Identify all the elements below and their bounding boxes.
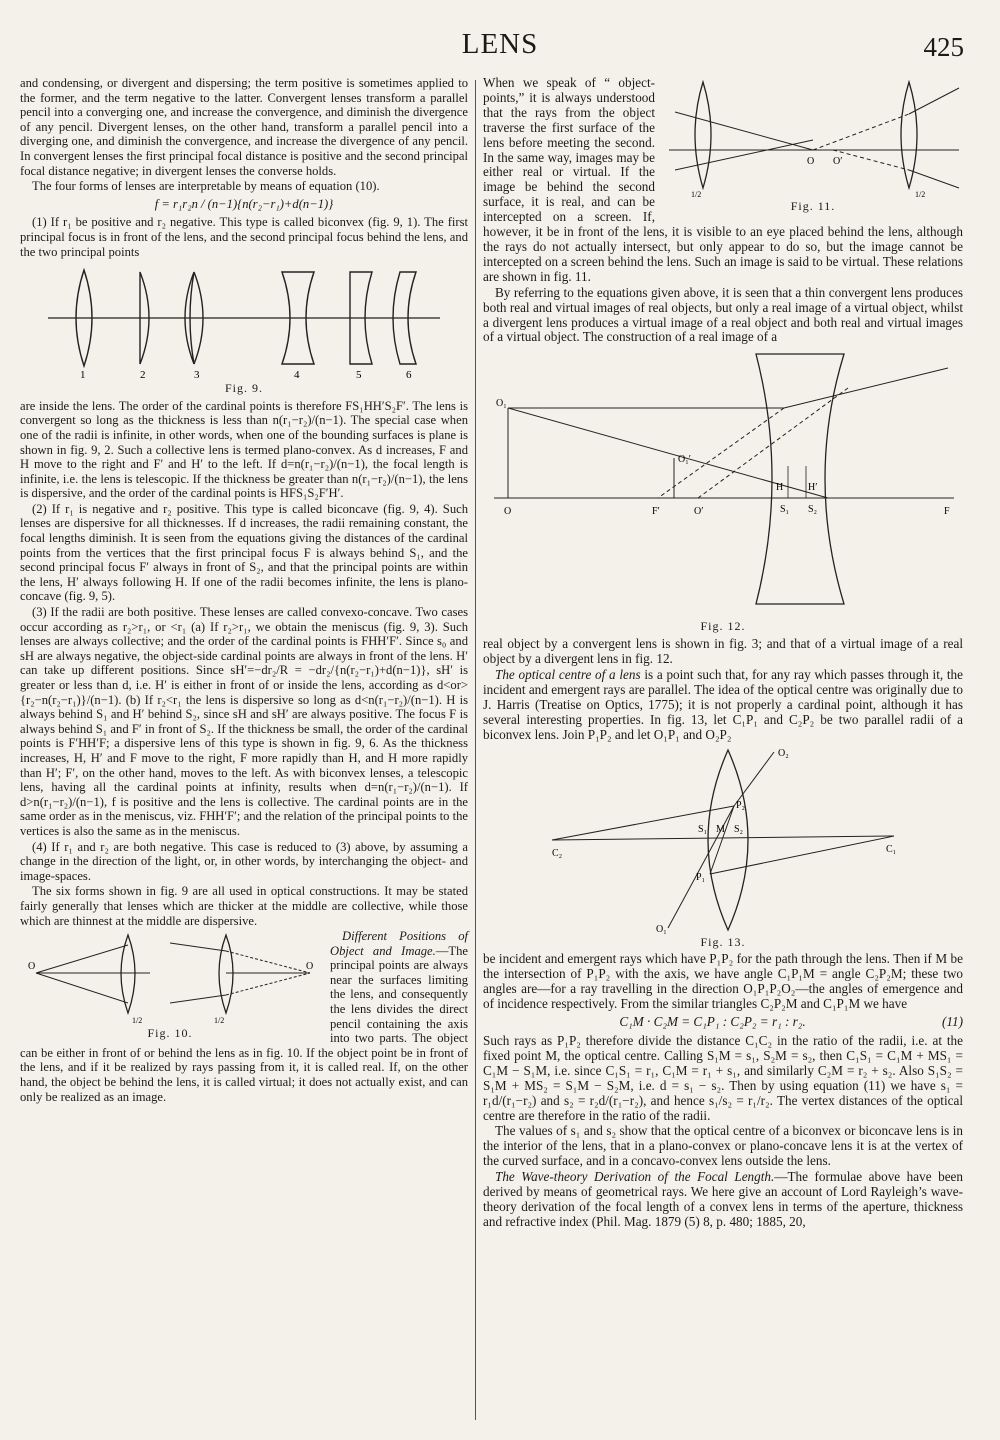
figure-11-drawing: [663, 78, 963, 198]
fig12-label: O: [504, 506, 512, 518]
equation-11: [483, 1015, 963, 1030]
fig13-label: S₂: [734, 823, 744, 835]
fig9-label: 1: [80, 369, 86, 381]
paragraph: When we speak of “ object-points,” it is always understood that the rays from the object traverse the first surface of the lens before meeting the second. In the same way, images may be either real or virtual. If the image be behind the second surface, it is real, and can be intercepted on a screen. If, however, it be in front of the lens, it is visible to an eye placed behind the lens, although the rays do not actually intersect, but only appear to do so, but the image cannot be intercepted on a screen behind the lens. Such an image is said to be virtual. These relations are shown in fig. 11.: [483, 75, 963, 284]
fig10-label: O: [28, 961, 36, 973]
running-title: LENS: [461, 28, 539, 60]
fig12-label: F: [944, 506, 950, 518]
figure-9: [20, 262, 468, 396]
paragraph: be incident and emergent rays which have P₁P₂ for the path through the lens. Then if M be the intersection of P₁P₂ with the axis, we have angle C₁P₁M = angle C₂P₂M; these two angles are—for a ray travelling in the direction O₁P₁P₂O₂—the angles of emergence and of incidence respectively. From the similar triangles C₂P₂M and C₁P₁M we have: [483, 951, 963, 1012]
figure-12: [483, 348, 963, 634]
fig9-label: 2: [140, 369, 146, 381]
left-column: [20, 76, 468, 1105]
fig13-label: C₁: [886, 843, 897, 855]
paragraph: and condensing, or divergent and dispersing; the term positive is sometimes applied to the former, and the term negative to the latter. Convergent lenses transform a parallel pencil into a converging one, and increase the convergence, and diminish the divergence of any pencil. Divergent lenses, on the other hand, transform a parallel pencil into a diverging one, and diminish the convergence, and increase the divergence of any pencil. In convergent lenses the first principal focal distance is positive and the second principal focal distance negative; in divergent lenses the converse holds.: [20, 76, 468, 178]
paragraph: The six forms shown in fig. 9 are all used in optical constructions. It may be stated fairly generally that lenses which are thicker at the middle are collective, while those which are thinnest at the middle are dispersive.: [20, 884, 468, 928]
paragraph: [483, 1170, 963, 1230]
column-rule: [475, 80, 476, 1420]
figure-13-drawing: [538, 746, 908, 934]
section-heading: Different Positions of Object and Image.: [330, 929, 468, 958]
fig12-label: O′: [694, 506, 704, 518]
paragraph: (2) If r₁ is negative and r₂ positive. This type is called biconcave (fig. 9, 4). Such lenses are dispersive for all thicknesses. If d increases, the radii remaining constant, the focal lengths diminish. It is seen from the equations giving the distances of the cardinal points from the vertices that the first principal focus F is always behind S₁, and the second principal focus F′ always in front of S₂, and that the principal points are within the lens, H′ always following H. If one of the radii becomes infinite, the lens is plano-concave (fig. 9, 5).: [20, 501, 468, 604]
figure-13: [483, 746, 963, 950]
fig10-label: 1/2: [132, 1016, 143, 1026]
page-number: 425: [923, 32, 964, 62]
fig12-label: F′: [652, 506, 660, 518]
figure-12-caption: Fig. 12.: [700, 619, 746, 634]
fig11-label: 1/2: [691, 190, 702, 198]
equation-10: f = r₁r₂n / (n−1){n(r₂−r₁)+d(n−1)}: [154, 196, 334, 211]
figure-11-caption: Fig. 11.: [790, 199, 836, 213]
fig13-label: M: [716, 823, 725, 835]
paragraph: The four forms of lenses are interpretable by means of equation (10).: [32, 179, 380, 194]
figure-10: [20, 931, 320, 1041]
figure-13-caption: Fig. 13.: [700, 934, 746, 949]
figure-12-drawing: [488, 348, 958, 618]
paragraph: Such rays as P₁P₂ therefore divide the distance C₁C₂ in the ratio of the radii, i.e. at the fixed point M, the optical centre. Calling S₁M = s₁, S₂M = s₂, then C₁S₁ = C₁M + MS₁ = C₁M − S₁M, i.e. since C₁S₁ = r₁, C₁M = r₁ + s₁, and similarly C₂M = r₂ + s₂. Also S₁S₂ = S₁M + MS₂ = S₁M − S₂M, i.e. d = s₁ − s₂. Then by using equation (11) we have s₁ = r₁d/(r₁−r₂) and s₂ = r₂d/(r₁−r₂), and hence s₁/s₂ = r₁/r₂. The vertex distances of the optical centre are therefore in the ratio of the radii.: [483, 1033, 963, 1123]
figure-9-drawing: [44, 262, 444, 380]
section-heading: The Wave-theory Derivation of the Focal Length.: [495, 1169, 775, 1185]
fig13-label: P₁: [696, 871, 706, 883]
paragraph: are inside the lens. The order of the cardinal points is therefore FS₁HH′S₂F′. The lens is convergent so long as the thickness is less than n(r₁−r₂)/(n−1). The special case when one of the radii is infinite, in other words, when one of the bounding surfaces is plane is shown in fig. 9, 2. Such a collective lens is termed plano-convex. As d increases, F and H move to the right and F′ and H′ to the left. If d=n(r₁−r₂)/(n−1), the focal length is infinite, i.e. the lens is telescopic. If the thickness be greater than n(r₁−r₂)/(n−1), the lens is dispersive, and the order of the cardinal points is HFS₁S₂F′H′.: [20, 398, 468, 501]
fig12-label: S₂: [808, 504, 818, 516]
figure-9-caption: Fig. 9.: [224, 381, 263, 396]
paragraph: The values of s₁ and s₂ show that the optical centre of a biconvex or biconcave lens is in the interior of the lens, that in a plano-convex or plano-concave lens it is at the vertex of the curved surface, and in a concavo-convex lens outside the lens.: [483, 1123, 963, 1169]
fig11-label: O′: [833, 156, 843, 167]
fig9-label: 4: [294, 369, 300, 381]
paragraph: (3) If the radii are both positive. These lenses are called convexo-concave. Two cases occur according as r₂>r₁, or <r₁ (a) If r₂>r₁, we obtain the meniscus (fig. 9, 3). Such lenses are always collective; and the order of the cardinal points is FHH′F′. Since s₀ and sH are always negative, the object-side cardinal points are always in front of the lens. H′ can take up different positions. Since sH′=−dr₂/R = −dr₂/{n(r₂−r₁)+d(n−1)}, sH′ is greater or less than d, i.e. H′ is either in front of or inside the lens, according as d<or>{r₂−n(r₂−r₁)}/(n−1). (b) If r₂<r₁ the lens is dispersive so long as d<n(r₁−r₂)/(n−1). H is always behind S₁ and H′ behind S₂, since sH and sH′ are always positive. The focus F is always behind S₁ and F′ in front of S₂. If the thickness be small, the order of the cardinal points is F′HH′F; a dispersive lens of this type is shown in fig. 9, 6. As the thickness increases, H, H′ and F move to the right, F more rapidly than H, and H more rapidly than H′; F′, on the other hand, moves to the left. As with biconvex lenses, a telescopic lens, having all the cardinal points at infinity, results when d=n(r₁−r₂)/(n−1). If d>n(r₁−r₂)/(n−1), f is positive and the lens is collective. The cardinal points are in the same order as in the meniscus, viz. FHH′F′; and the relation of the principal points to the vertices is also the same as in the meniscus.: [20, 605, 468, 838]
paragraph-text: —The formulae above have been derived by means of geometrical rays. We here give an account of Lord Rayleigh’s wave-theory derivation of the focal length of a convex lens in terms of the aperture, thickness and refractive index (Phil. Mag. 1879 (5) 8, p. 480; 1885, 20,: [483, 1169, 963, 1229]
paragraph: (1) If r₁ be positive and r₂ negative. This type is called biconvex (fig. 9, 1). The first principal focus is in front of the lens, and the second principal focus behind the lens, and the two principal points: [20, 215, 468, 259]
paragraph: (4) If r₁ and r₂ are both negative. This case is reduced to (3) above, by assuming a change in the direction of the light, or, in other words, by interchanging the object- and image-spaces.: [20, 839, 468, 883]
figure-11: [663, 78, 963, 214]
equation-11-number: (11): [942, 1014, 963, 1030]
paragraph: real object by a convergent lens is shown in fig. 3; and that of a virtual image of a real object by a divergent lens in fig. 12.: [483, 636, 963, 667]
fig11-label: 1/2: [915, 190, 926, 198]
paragraph-text: —The principal points are always near the surfaces limiting the lens, and consequently the lens divides the direct pencil containing the axis into two parts. The object can be either in front of or behind the lens as in fig. 10. If the object point be in front of the lens, and if it be realized by rays passing from it, it is called real. If, on the other hand, the object be behind the lens, it is called virtual; it does not actually exist, and can only be realized as an image.: [20, 943, 468, 1104]
fig13-label: C₂: [552, 847, 563, 859]
fig11-label: O: [807, 156, 815, 167]
figure-10-drawing: [20, 931, 320, 1025]
section-heading: The optical centre of a lens: [495, 667, 641, 683]
fig12-label: H: [776, 482, 784, 494]
paragraph-text: is a point such that, for any ray which passes through it, the incident and emergent rays are parallel. The idea of the optical centre was originally due to J. Harris (Treatise on Optics, 1775); it is not properly a cardinal point, although it has several interesting properties. In fig. 13, let C₁P₁ and C₂P₂ be two parallel radii of a biconvex lens. Join P₁P₂ and let O₁P₁ and O₂P₂: [483, 667, 963, 742]
equation-11-text: C₁M · C₂M = C₁P₁ : C₂P₂ = r₁ : r₂.: [619, 1014, 806, 1030]
fig12-label: O₁′: [678, 454, 691, 466]
fig13-label: S₁: [698, 823, 708, 835]
fig13-label: O₂: [778, 747, 789, 759]
fig12-label: S₁: [780, 504, 790, 516]
fig10-label: 1/2: [214, 1016, 225, 1026]
fig12-label: O₁: [496, 398, 507, 410]
right-column: [483, 76, 963, 1231]
paragraph: By referring to the equations given above, it is seen that a thin convergent lens produces both real and virtual images of real objects, but only a real image of a virtual object, whilst a divergent lens produces a virtual image of a real object and both real and virtual images of a virtual object. The construction of a real image of a: [483, 284, 963, 345]
fig9-label: 6: [406, 369, 412, 381]
figure-10-caption: Fig. 10.: [147, 1026, 193, 1041]
fig13-label: P₂: [736, 799, 746, 811]
fig9-label: 3: [194, 369, 200, 381]
fig9-label: 5: [356, 369, 362, 381]
paragraph: [483, 668, 963, 743]
fig12-label: H′: [808, 482, 818, 494]
fig13-label: O₁: [656, 923, 667, 934]
fig10-label: O: [306, 961, 314, 973]
